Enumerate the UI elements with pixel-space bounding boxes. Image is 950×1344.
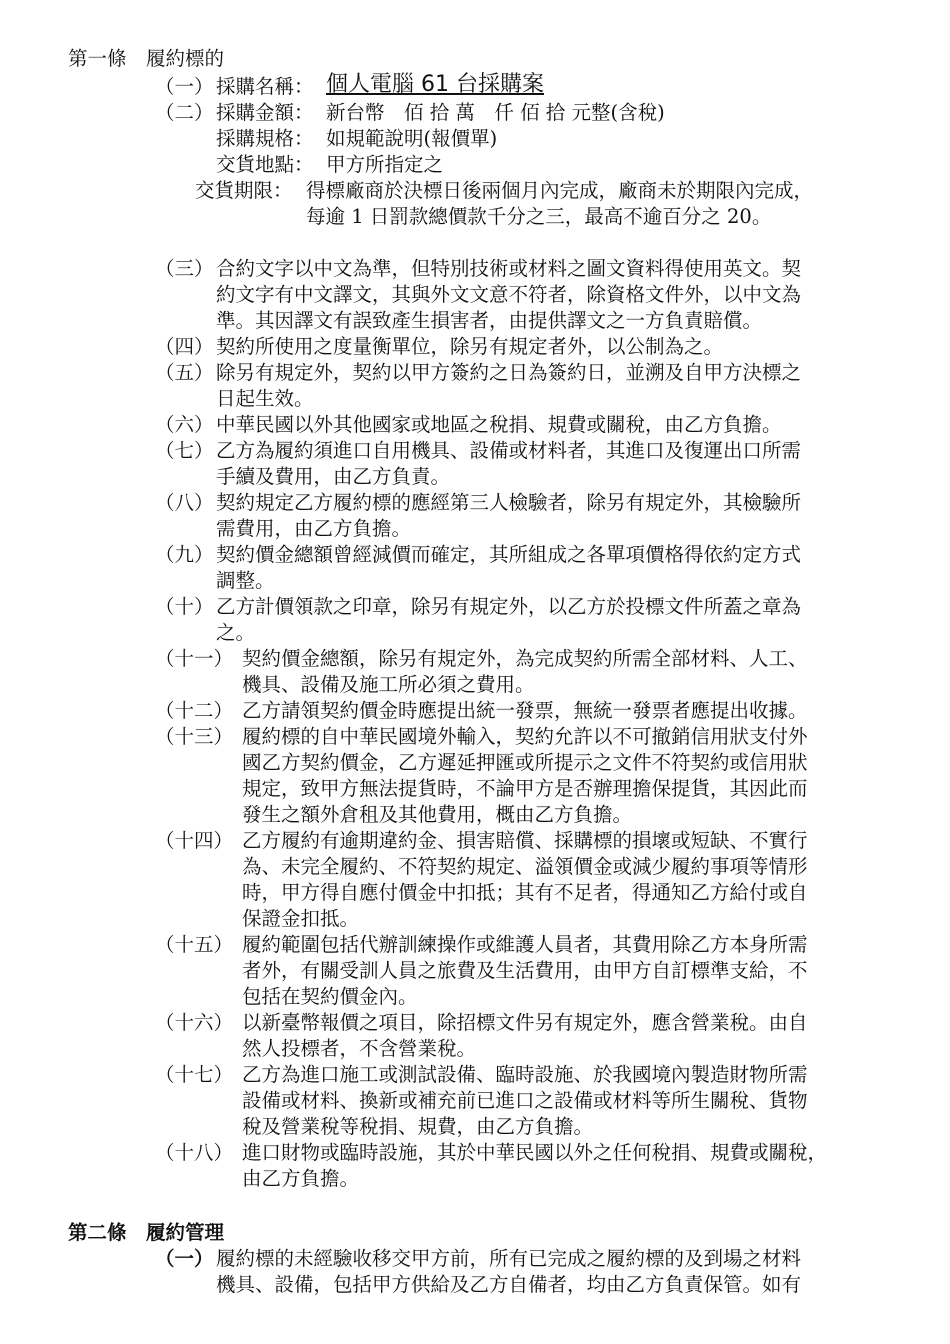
clause-line: 履約範圍包括代辦訓練操作或維護人員者，其費用除乙方本身所需 <box>242 933 808 956</box>
clause-line: 乙方為進口施工或測試設備、臨時設施、於我國境內製造財物所需 <box>242 1063 808 1086</box>
item-num: （十二） <box>155 699 234 722</box>
article-2-heading: 第二條 履約管理 <box>68 1221 225 1244</box>
clause-line: 契約所使用之度量衡單位，除另有規定者外，以公制為之。 <box>216 335 724 358</box>
procurement-amount-value: 新台幣 佰 拾 萬 仟 佰 拾 元整(含稅) <box>326 101 665 124</box>
clause-line: 契約規定乙方履約標的應經第三人檢驗者，除另有規定外，其檢驗所 <box>216 491 802 514</box>
clause-line: 國乙方契約價金，乙方遲延押匯或所提示之文件不符契約或信用狀 <box>242 751 808 774</box>
item-num: （三） <box>155 257 214 280</box>
clause-line: 中華民國以外其他國家或地區之稅捐、規費或關稅，由乙方負擔。 <box>216 413 782 436</box>
item-num: （一） <box>155 1247 214 1270</box>
clause-line: 機具、設備及施工所必須之費用。 <box>242 673 535 696</box>
clause-line: 調整。 <box>216 569 275 592</box>
delivery-place-value: 甲方所指定之 <box>326 153 444 176</box>
item-num: （十一） <box>155 647 234 670</box>
clause-line: 合約文字以中文為準，但特別技術或材料之圖文資料得使用英文。契 <box>216 257 802 280</box>
item-num: （七） <box>155 439 214 462</box>
item-num: （四） <box>155 335 214 358</box>
clause-line: 履約標的自中華民國境外輸入，契約允許以不可撤銷信用狀支付外 <box>242 725 808 748</box>
clause-line: 保證金扣抵。 <box>242 907 360 930</box>
clause-line: 以新臺幣報價之項目，除招標文件另有規定外，應含營業稅。由自 <box>242 1011 808 1034</box>
clause-line: 由乙方負擔。 <box>242 1167 360 1190</box>
clause-line: 手續及費用，由乙方負責。 <box>216 465 451 488</box>
item-num: （五） <box>155 361 214 384</box>
clause-line: 包括在契約價金內。 <box>242 985 418 1008</box>
item-num: （十七） <box>155 1063 234 1086</box>
clause-line: 需費用，由乙方負擔。 <box>216 517 412 540</box>
item-num: （十五） <box>155 933 234 956</box>
item-num: （十） <box>155 595 214 618</box>
clause-line: 為、未完全履約、不符契約規定、溢領價金或減少履約事項等情形 <box>242 855 808 878</box>
clause-line: 準。其因譯文有誤致產生損害者，由提供譯文之一方負責賠償。 <box>216 309 763 332</box>
delivery-place-label: 交貨地點： <box>216 153 314 176</box>
clause-line: 履約標的未經驗收移交甲方前，所有已完成之履約標的及到場之材料 <box>216 1247 802 1270</box>
item-num: （六） <box>155 413 214 436</box>
clause-line: 設備或材料、換新或補充前已進口之設備或材料等所生關稅、貨物 <box>242 1089 808 1112</box>
procurement-amount-label: 採購金額： <box>216 101 314 124</box>
item-num: （十八） <box>155 1141 234 1164</box>
item-num: （九） <box>155 543 214 566</box>
spec-label: 採購規格： <box>216 127 314 150</box>
clause-line: 時，甲方得自應付價金中扣抵；其有不足者，得通知乙方給付或自 <box>242 881 808 904</box>
clause-line: 機具、設備，包括甲方供給及乙方自備者，均由乙方負責保管。如有 <box>216 1273 802 1296</box>
clause-line: 進口財物或臨時設施，其於中華民國以外之任何稅捐、規費或關稅， <box>242 1141 828 1164</box>
item-num: （二） <box>155 101 214 124</box>
spec-value: 如規範說明(報價單) <box>326 127 498 150</box>
clause-line: 契約價金總額曾經減價而確定，其所組成之各單項價格得依約定方式 <box>216 543 802 566</box>
item-num: （十四） <box>155 829 234 852</box>
clause-line: 發生之額外倉租及其他費用，概由乙方負擔。 <box>242 803 633 826</box>
item-num: （十三） <box>155 725 234 748</box>
clause-line: 然人投標者，不含營業稅。 <box>242 1037 477 1060</box>
clause-line: 乙方計價領款之印章，除另有規定外，以乙方於投標文件所蓋之章為 <box>216 595 802 618</box>
clause-line: 約文字有中文譯文，其與外文文意不符者，除資格文件外，以中文為 <box>216 283 802 306</box>
clause-line: 乙方履約有逾期違約金、損害賠償、採購標的損壞或短缺、不實行 <box>242 829 808 852</box>
procurement-name-label: 採購名稱： <box>216 75 314 98</box>
clause-line: 者外，有關受訓人員之旅費及生活費用，由甲方自訂標準支給，不 <box>242 959 808 982</box>
clause-line: 之。 <box>216 621 256 644</box>
item-num: （八） <box>155 491 214 514</box>
item-num: （一） <box>155 75 214 98</box>
procurement-name-value: 個人電腦 61 台採購案 <box>326 72 544 97</box>
delivery-period-line: 得標廠商於決標日後兩個月內完成，廠商未於期限內完成， <box>306 179 814 202</box>
clause-line: 乙方為履約須進口自用機具、設備或材料者，其進口及復運出口所需 <box>216 439 802 462</box>
delivery-period-label: 交貨期限： <box>195 179 293 202</box>
clause-line: 稅及營業稅等稅捐、規費，由乙方負擔。 <box>242 1115 594 1138</box>
item-num: （十六） <box>155 1011 234 1034</box>
delivery-period-line: 每逾 1 日罰款總價款千分之三，最高不逾百分之 20。 <box>306 205 772 228</box>
clause-line: 日起生效。 <box>216 387 314 410</box>
article-1-heading: 第一條 履約標的 <box>68 47 225 70</box>
clause-line: 契約價金總額，除另有規定外，為完成契約所需全部材料、人工、 <box>242 647 808 670</box>
clause-line: 除另有規定外，契約以甲方簽約之日為簽約日，並溯及自甲方決標之 <box>216 361 802 384</box>
clause-line: 規定，致甲方無法提貨時，不論甲方是否辦理擔保提貨，其因此而 <box>242 777 808 800</box>
clause-line: 乙方請領契約價金時應提出統一發票，無統一發票者應提出收據。 <box>242 699 808 722</box>
